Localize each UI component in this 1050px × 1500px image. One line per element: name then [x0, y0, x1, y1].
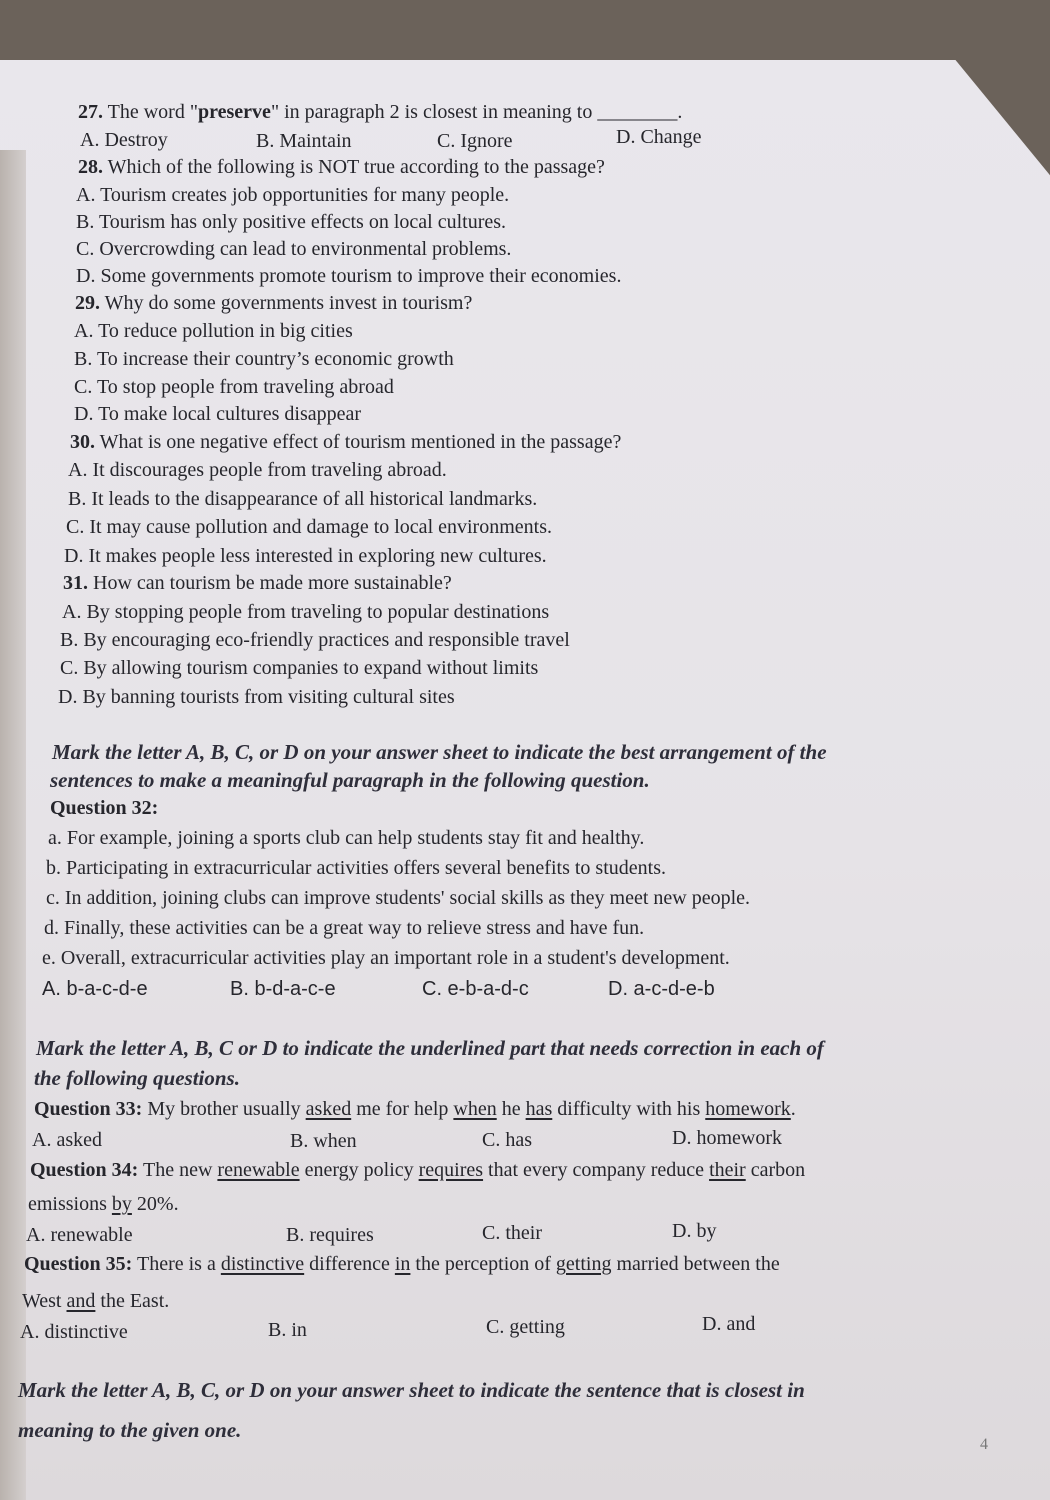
question-34-stem [30, 1158, 805, 1182]
q31-option-a: A. By stopping people from traveling to popular destinations [62, 601, 550, 623]
stem-text: The word " [103, 101, 198, 123]
stem-text: married between the [611, 1253, 780, 1275]
arrange-instruction-line-1: Mark the letter A, B, C, or D on your answer sheet to indicate the best arrangement of the [52, 740, 827, 764]
meaning-instruction-line-2: meaning to the given one. [18, 1418, 242, 1442]
question-33-stem [34, 1097, 796, 1121]
underlined-part: by [111, 1193, 132, 1215]
q33-option-a: A. asked [32, 1129, 102, 1151]
q34-option-d: D. by [672, 1220, 717, 1242]
stem-text: emissions [28, 1193, 112, 1215]
q34-option-b: B. requires [286, 1224, 374, 1246]
error-instruction-line-1: Mark the letter A, B, C or D to indicate the underlined part that needs correction in each of [36, 1036, 824, 1060]
q31-option-c: C. By allowing tourism companies to expand without limits [60, 657, 539, 679]
question-34-stem-cont [28, 1192, 179, 1216]
stem-text: difference [304, 1253, 395, 1275]
question-label: Question 33: [34, 1098, 143, 1120]
q28-option-b: B. Tourism has only positive effects on local cultures. [76, 211, 507, 233]
stem-text: carbon [745, 1159, 806, 1181]
stem-text: the perception of [410, 1253, 556, 1275]
question-35-stem-cont [22, 1289, 169, 1313]
question-number: 30. [70, 431, 95, 453]
stem-text: . [790, 1098, 796, 1120]
q32-option-c: C. e-b-a-d-c [422, 978, 529, 1000]
key-word: preserve [198, 101, 271, 123]
q31-option-d: D. By banning tourists from visiting cultural sites [58, 686, 455, 708]
question-28-stem [78, 155, 605, 179]
q30-option-c: C. It may cause pollution and damage to local environments. [66, 516, 552, 538]
stem-text: the East. [95, 1290, 170, 1312]
question-30-stem [70, 430, 621, 454]
q32-option-d: D. a-c-d-e-b [608, 978, 715, 1000]
stem-text: The new [138, 1159, 218, 1181]
question-35-stem [24, 1252, 780, 1276]
stem-text: What is one negative effect of tourism mentioned in the passage? [95, 431, 622, 453]
q29-option-b: B. To increase their country’s economic growth [74, 348, 454, 370]
question-label: Question 34: [30, 1159, 139, 1181]
q29-option-c: C. To stop people from traveling abroad [74, 376, 394, 398]
stem-text: me for help [351, 1098, 454, 1120]
question-number: 29. [75, 292, 100, 314]
q32-sentence-d: d. Finally, these activities can be a great way to relieve stress and have fun. [44, 917, 645, 939]
q27-option-a: A. Destroy [80, 129, 168, 151]
q31-option-b: B. By encouraging eco-friendly practices and responsible travel [60, 629, 570, 651]
stem-text: 20%. [131, 1193, 179, 1215]
q35-option-d: D. and [702, 1313, 756, 1335]
underlined-part: renewable [217, 1159, 300, 1181]
underlined-part: homework [705, 1098, 791, 1120]
q35-option-b: B. in [268, 1319, 307, 1341]
stem-text: that every company reduce [483, 1159, 710, 1181]
stem-text: Why do some governments invest in tourism? [100, 292, 473, 314]
error-instruction-line-2: the following questions. [34, 1066, 240, 1090]
q30-option-b: B. It leads to the disappearance of all historical landmarks. [68, 488, 538, 510]
q28-option-d: D. Some governments promote tourism to improve their economies. [76, 265, 622, 287]
stem-text: There is a [132, 1253, 221, 1275]
q27-option-d: D. Change [616, 126, 702, 148]
q32-sentence-b: b. Participating in extracurricular activities offers several benefits to students. [46, 857, 666, 879]
stem-text: " in paragraph 2 is closest in meaning to ________. [270, 101, 683, 123]
q28-option-a: A. Tourism creates job opportunities for many people. [76, 184, 510, 206]
question-27-stem [78, 100, 682, 124]
stem-text: difficulty with his [552, 1098, 706, 1120]
stem-text: My brother usually [142, 1098, 306, 1120]
question-31-stem [63, 571, 452, 595]
q27-option-c: C. Ignore [437, 130, 513, 152]
question-29-stem [75, 291, 472, 315]
stem-text: How can tourism be made more sustainable? [88, 572, 452, 594]
q30-option-d: D. It makes people less interested in exploring new cultures. [64, 545, 547, 567]
underlined-part: and [66, 1290, 96, 1312]
q32-option-b: B. b-d-a-c-e [230, 978, 336, 1000]
q35-option-a: A. distinctive [20, 1321, 128, 1343]
q34-option-a: A. renewable [26, 1224, 133, 1246]
q32-sentence-c: c. In addition, joining clubs can improve students' social skills as they meet new people. [46, 887, 751, 909]
q32-option-a: A. b-a-c-d-e [42, 978, 148, 1000]
underlined-part: requires [418, 1159, 484, 1181]
q35-option-c: C. getting [486, 1316, 565, 1338]
q34-option-c: C. their [482, 1222, 542, 1244]
underlined-part: getting [555, 1253, 612, 1275]
question-label: Question 35: [24, 1253, 133, 1275]
underlined-part: distinctive [220, 1253, 305, 1275]
stem-text: energy policy [299, 1159, 419, 1181]
stem-text: West [22, 1290, 67, 1312]
question-32-title: Question 32: [50, 797, 159, 819]
q32-sentence-a: a. For example, joining a sports club can help students stay fit and healthy. [48, 827, 645, 849]
question-number: 27. [78, 101, 103, 123]
q28-option-c: C. Overcrowding can lead to environmental problems. [76, 238, 512, 260]
q29-option-a: A. To reduce pollution in big cities [74, 320, 353, 342]
stem-text: he [496, 1098, 526, 1120]
q27-option-b: B. Maintain [256, 130, 352, 152]
stem-text: Which of the following is NOT true according to the passage? [103, 156, 605, 178]
underlined-part: has [525, 1098, 553, 1120]
q32-sentence-e: e. Overall, extracurricular activities play an important role in a student's development. [42, 947, 730, 969]
q29-option-d: D. To make local cultures disappear [74, 403, 362, 425]
q33-option-d: D. homework [672, 1127, 782, 1149]
question-number: 31. [63, 572, 88, 594]
meaning-instruction-line-1: Mark the letter A, B, C, or D on your answer sheet to indicate the sentence that is closest in [18, 1378, 805, 1402]
underlined-part: in [394, 1253, 411, 1275]
q30-option-a: A. It discourages people from traveling abroad. [68, 459, 447, 481]
underlined-part: asked [305, 1098, 352, 1120]
q33-option-c: C. has [482, 1129, 532, 1151]
page-number: 4 [980, 1436, 988, 1453]
arrange-instruction-line-2: sentences to make a meaningful paragraph in the following question. [50, 768, 650, 792]
underlined-part: their [709, 1159, 746, 1181]
q33-option-b: B. when [290, 1130, 357, 1152]
question-number: 28. [78, 156, 103, 178]
underlined-part: when [453, 1098, 497, 1120]
